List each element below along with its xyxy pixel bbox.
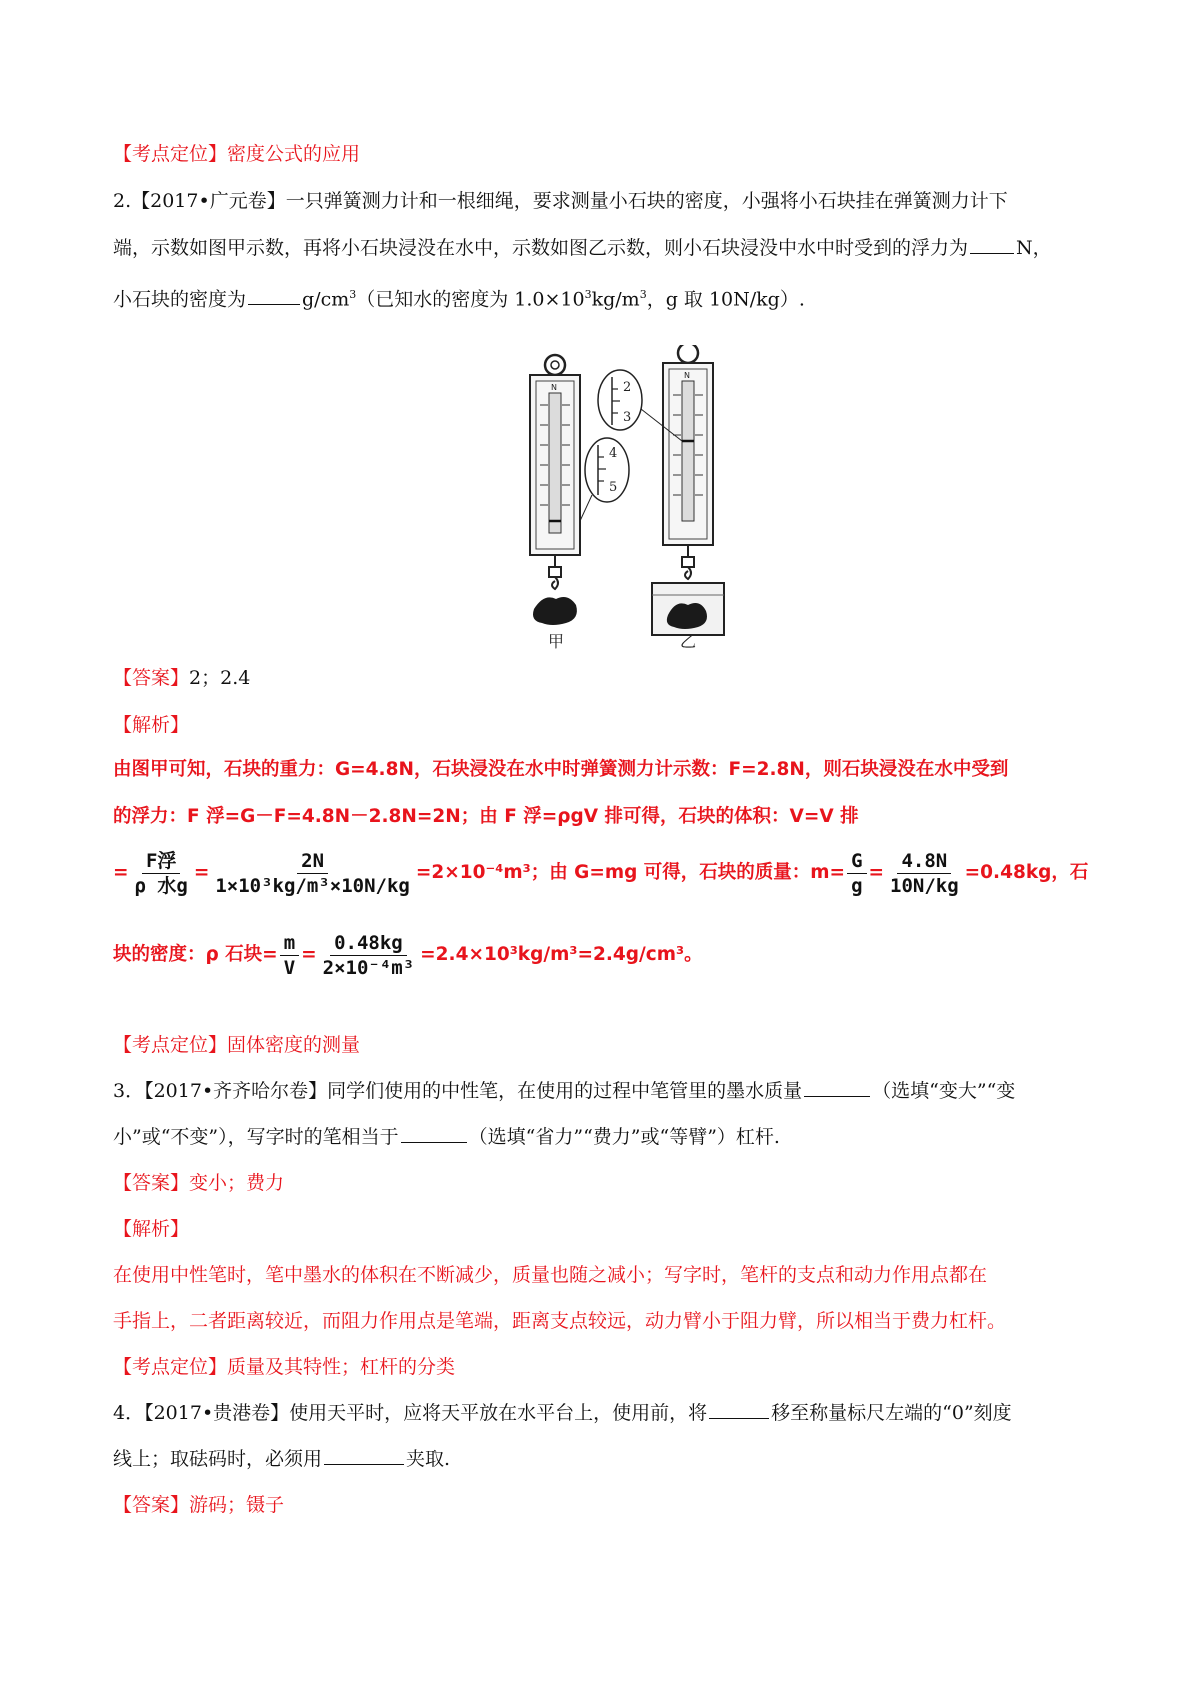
q4-blank-1 xyxy=(709,1400,769,1419)
fraction-mass: $\frac{4.8N}{10N/kg}$ xyxy=(890,849,959,897)
q3-line-1 xyxy=(113,1078,1015,1104)
q2-explain-4: 块的密度：ρ 石块= $\frac{m}{V}$ = $\frac{0.48kg}{\text{2×10⁻⁴m³}}$ =2.4×10³kg/m³=2.4g/cm³。 xyxy=(113,931,703,979)
kaodian-text: 密度公式的应用 xyxy=(227,143,361,165)
kaodian-tag: 【考点定位】 xyxy=(113,1356,228,1378)
answer-tag: 【答案】 xyxy=(113,1494,190,1516)
q2-explain-3: = $\frac{\text{F浮}}{\text{ρ 水g}}$ = $\frac{2N}{\text{1×10³kg/m³×10N/kg}}$ =2×10⁻⁴m³；由 G=mg 可得，石块的质量：m= $\frac{G}{g}$ = $\frac{4.8N}{10N/kg}$ =0.48kg，石 xyxy=(113,849,1089,897)
q3-line-2 xyxy=(113,1124,780,1150)
answer-text: 2；2.4 xyxy=(189,667,251,689)
q2-explain-3-end: =0.48kg，石 xyxy=(964,862,1089,883)
q2-line3-unit: g/cm xyxy=(302,288,350,311)
q2-explain-4-end: =2.4×10³kg/m³=2.4g/cm³。 xyxy=(420,944,703,965)
q2-line2-text: 端，示数如图甲示数，再将小石块浸没在水中，示数如图乙示数，则小石块浸没中水中时受到的浮力为 xyxy=(113,237,969,259)
q2-line-2 xyxy=(113,235,1052,261)
q2-line3-sup2: 3 xyxy=(584,288,592,301)
kaodian-line-1 xyxy=(113,141,360,167)
q2-line3-text: 小石块的密度为 xyxy=(113,288,247,311)
q2-blank-1 xyxy=(970,235,1014,254)
spring-scale-figure xyxy=(520,345,750,655)
label-jia: 甲 xyxy=(548,632,565,651)
left-zoom-bottom: 5 xyxy=(609,480,618,495)
left-zoom-top: 4 xyxy=(609,446,618,461)
q2-line3-note2: kg/m xyxy=(591,288,640,311)
q2-answer-line xyxy=(113,665,250,691)
right-zoom-bottom: 3 xyxy=(623,410,632,425)
q2-explain-2: 的浮力：F 浮=G－F=4.8N－2.8N=2N；由 F 浮=ρgV 排可得，石块的体积：V=V 排 xyxy=(113,806,859,827)
q2-explain-1: 由图甲可知，石块的重力：G=4.8N，石块浸没在水中时弹簧测力计示数：F=2.8N，则石块浸没在水中受到 xyxy=(113,759,1009,780)
q3-line2-text: 小”或“不变”），写字时的笔相当于 xyxy=(113,1126,399,1148)
q2-explain-4-start: 块的密度：ρ 石块= xyxy=(113,944,278,965)
fraction-g: $\frac{G}{g}$ xyxy=(847,849,866,898)
fraction-m-v: $\frac{m}{V}$ xyxy=(280,931,299,980)
q3-line1-hint: （选填“变大”“变 xyxy=(872,1080,1016,1102)
q3-blank-2 xyxy=(401,1124,467,1143)
answer-tag: 【答案】 xyxy=(113,1172,190,1194)
fraction-density: $\frac{0.48kg}{\text{2×10⁻⁴m³}}$ xyxy=(322,931,415,979)
q3-answer-line xyxy=(113,1170,284,1196)
q2-explain-3-mid: =2×10⁻⁴m³；由 G=mg 可得，石块的质量：m= xyxy=(415,862,846,883)
answer-text: 变小；费力 xyxy=(189,1172,285,1194)
q3-blank-1 xyxy=(804,1078,870,1097)
kaodian-line-3 xyxy=(113,1354,455,1380)
right-scale-n-label: N xyxy=(684,371,690,380)
q2-line3-sup3: 3 xyxy=(639,288,647,301)
q4-line-2 xyxy=(113,1446,450,1472)
q2-line2-unit: N， xyxy=(1016,237,1052,259)
q3-line2-hint: （选填“省力”“费力”或“等臂”）杠杆. xyxy=(468,1126,780,1148)
q2-blank-2 xyxy=(248,286,300,305)
q3-explain-1: 在使用中性笔时，笔中墨水的体积在不断减少，质量也随之减小；写字时，笔杆的支点和动力作用点都在 xyxy=(113,1264,988,1286)
kaodian-tag: 【考点定位】 xyxy=(113,1034,228,1056)
q4-line1-text: 4．【2017•贵港卷】使用天平时，应将天平放在水平台上，使用前，将 xyxy=(113,1402,708,1424)
q3-explain-2: 手指上，二者距离较近，而阻力作用点是笔端，距离支点较远，动力臂小于阻力臂，所以相当于费力杠杆。 xyxy=(113,1310,1007,1332)
q3-line1-text: 3．【2017•齐齐哈尔卷】同学们使用的中性笔，在使用的过程中笔管里的墨水质量 xyxy=(113,1080,803,1102)
fraction-volume: $\frac{2N}{\text{1×10³kg/m³×10N/kg}}$ xyxy=(215,849,410,897)
answer-text: 游码；镊子 xyxy=(189,1494,285,1516)
kaodian-line-2 xyxy=(113,1032,360,1058)
q4-line-1 xyxy=(113,1400,1012,1426)
q4-line2-rest: 夹取. xyxy=(406,1448,451,1470)
answer-tag: 【答案】 xyxy=(113,667,190,689)
q4-line2-text: 线上；取砝码时，必须用 xyxy=(113,1448,323,1470)
kaodian-text: 质量及其特性；杠杆的分类 xyxy=(227,1356,456,1378)
q4-answer-line xyxy=(113,1492,284,1518)
left-scale-n-label: N xyxy=(551,383,557,392)
q4-blank-2 xyxy=(324,1446,404,1465)
q2-analysis-tag: 【解析】 xyxy=(113,714,190,736)
kaodian-text: 固体密度的测量 xyxy=(227,1034,361,1056)
q2-line3-sup1: 3 xyxy=(349,288,357,301)
q4-line1-rest: 移至称量标尺左端的“0”刻度 xyxy=(771,1402,1012,1424)
q2-line-1: 2.【2017•广元卷】一只弹簧测力计和一根细绳，要求测量小石块的密度，小强将小石块挂在弹簧测力计下 xyxy=(113,190,1008,212)
q2-line3-note: （已知水的密度为 1.0×10 xyxy=(356,288,585,311)
q2-line-3 xyxy=(113,282,805,312)
label-yi: 乙 xyxy=(680,632,697,651)
q2-line3-note3: ，g 取 10N/kg）. xyxy=(646,288,805,311)
kaodian-tag: 【考点定位】 xyxy=(113,143,228,165)
fraction-buoyancy: $\frac{\text{F浮}}{\text{ρ 水g}}$ xyxy=(134,849,188,897)
q3-analysis-tag: 【解析】 xyxy=(113,1218,190,1240)
right-zoom-top: 2 xyxy=(623,380,632,395)
